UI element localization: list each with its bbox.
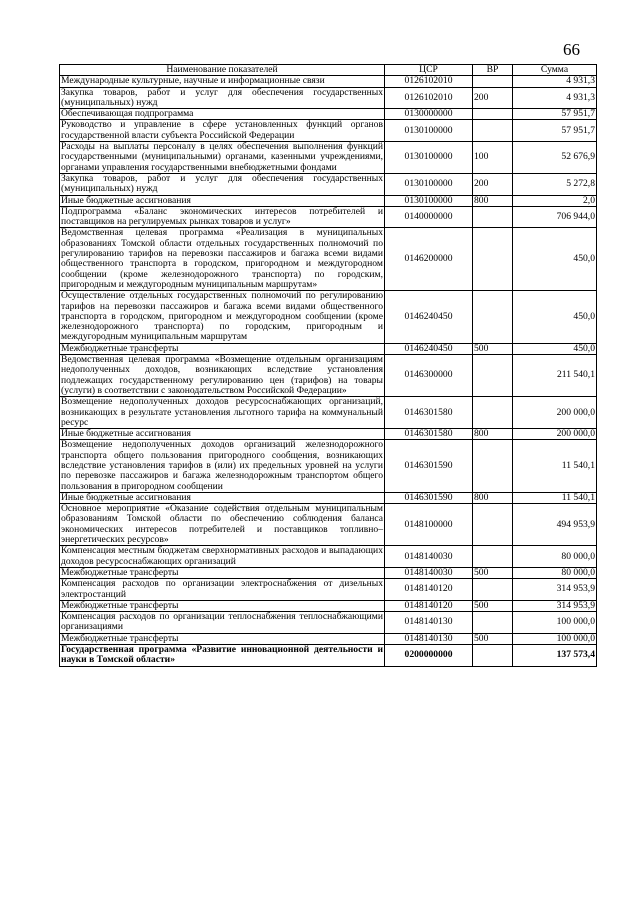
row-sum-cell: 100 000,0 [513,612,597,634]
row-vr-cell [473,120,513,142]
row-sum-cell: 4 931,3 [513,76,597,87]
row-csr-cell: 0148140120 [385,579,473,601]
header-vr: ВР [473,65,513,76]
row-sum-cell: 100 000,0 [513,633,597,644]
row-csr-cell: 0126102010 [385,76,473,87]
row-name-cell: Межбюджетные трансферты [60,343,385,354]
row-vr-cell: 800 [473,195,513,206]
table-row [60,546,597,568]
row-sum-cell: 11 540,1 [513,440,597,492]
row-sum-cell: 494 953,9 [513,504,597,546]
row-name-cell: Возмещение недополученных доходов ресурсоснабжающих организаций, возникающих в результате установления льготного тарифа на коммунальный ресурс [61,396,383,428]
row-vr-cell [473,76,513,87]
row-vr-cell: 500 [473,343,513,354]
header-row [60,65,597,76]
header-sum: Сумма [513,65,597,76]
row-sum-cell: 314 953,9 [513,579,597,601]
row-vr-cell [473,397,513,429]
table-row [60,567,597,578]
row-name-cell: Межбюджетные трансферты [60,600,385,611]
table-row [60,645,597,667]
row-sum-cell: 706 944,0 [513,206,597,228]
row-name-cell: Закупка товаров, работ и услуг для обеспечения государственных (муниципальных) нужд [61,172,383,195]
table-row [60,87,597,109]
row-vr-cell: 200 [473,173,513,195]
row-name-cell: Компенсация расходов по организации теплоснабжения теплоснабжающими организациями [61,611,383,633]
row-csr-cell: 0148140030 [385,567,473,578]
row-csr-cell: 0130100000 [385,120,473,142]
table-row [60,579,597,601]
table-row [60,429,597,440]
row-name-cell: Компенсация местным бюджетам сверхнормативных расходов и выпадающих доходов ресурсоснабжающих организаций [61,545,383,567]
table-row [60,504,597,546]
row-sum-cell: 450,0 [513,228,597,291]
row-sum-cell: 2,0 [513,195,597,206]
row-sum-cell: 5 272,8 [513,173,597,195]
row-csr-cell: 0146300000 [385,355,473,397]
row-vr-cell: 100 [473,142,513,174]
row-csr-cell: 0146301580 [385,429,473,440]
row-sum-cell: 200 000,0 [513,429,597,440]
row-csr-cell: 0146301580 [385,397,473,429]
table-row [60,173,597,195]
row-vr-cell [473,291,513,343]
row-sum-cell: 4 931,3 [513,87,597,109]
budget-table [59,64,597,667]
row-sum-cell: 57 951,7 [513,120,597,142]
row-name-cell: Межбюджетные трансферты [60,567,385,578]
row-vr-cell: 500 [473,633,513,644]
row-vr-cell: 200 [473,87,513,109]
row-csr-cell: 0146301590 [385,492,473,503]
row-name-cell: Межбюджетные трансферты [60,633,385,644]
table-row [60,492,597,503]
row-name-cell: Основное мероприятие «Оказание содействия отдельным муниципальным образованиям Томской области по обеспечению соблюдения баланса экономических интересов потребителей и поставщиков топливно–энергетических ресурсов» [61,503,383,546]
header-name: Наименование показателей [60,65,385,76]
row-vr-cell [473,109,513,120]
row-name-cell: Компенсация расходов по организации электроснабжения от дизельных электростанций [61,578,383,600]
row-vr-cell [473,206,513,228]
table-row [60,397,597,429]
row-name-cell: Обеспечивающая подпрограмма [60,109,385,120]
row-csr-cell: 0146240450 [385,343,473,354]
table-row [60,142,597,174]
row-sum-cell: 80 000,0 [513,546,597,568]
row-csr-cell: 0148140120 [385,600,473,611]
row-vr-cell [473,504,513,546]
row-csr-cell: 0148140030 [385,546,473,568]
row-sum-cell: 314 953,9 [513,600,597,611]
row-csr-cell: 0130100000 [385,173,473,195]
row-csr-cell: 0126102010 [385,87,473,109]
row-name-cell: Иные бюджетные ассигнования [60,195,385,206]
row-name-cell: Руководство и управление в сфере установленных функций органов государственной власти субъекта Российской Федерации [61,119,383,141]
row-vr-cell: 800 [473,492,513,503]
row-name-cell: Иные бюджетные ассигнования [60,492,385,503]
row-vr-cell [473,440,513,492]
page-number: 66 [563,40,580,59]
row-sum-cell: 11 540,1 [513,492,597,503]
row-vr-cell [473,612,513,634]
row-name-cell: Международные культурные, научные и информационные связи [60,76,385,87]
row-csr-cell: 0148140130 [385,633,473,644]
row-vr-cell [473,579,513,601]
row-csr-cell: 0148100000 [385,504,473,546]
row-sum-cell: 450,0 [513,291,597,343]
row-name-cell: Ведомственная целевая программа «Возмещение отдельным организациям недополученных доходов, возникающих вследствие установления подлежащих государственному регулированию цен (тарифов) на товары (услуги) в соответствии с законодательством Российской Федерации» [61,354,383,396]
table-row [60,612,597,634]
row-sum-cell: 200 000,0 [513,397,597,429]
row-csr-cell: 0146301590 [385,440,473,492]
row-sum-cell: 137 573,4 [513,645,597,667]
row-vr-cell: 500 [473,567,513,578]
row-sum-cell: 57 951,7 [513,109,597,120]
table-row [60,76,597,87]
row-vr-cell: 800 [473,429,513,440]
row-csr-cell: 0140000000 [385,206,473,228]
table-row [60,109,597,120]
row-name-cell: Государственная программа «Развитие инновационной деятельности и науки в Томской области» [61,644,383,666]
row-vr-cell [473,228,513,291]
row-name-cell: Расходы на выплаты персоналу в целях обеспечения выполнения функций государственными (муниципальными) органами, казенными учреждениями, органами управления государственными внебюджетными фондами [61,141,383,173]
table-row [60,355,597,397]
table-row [60,228,597,291]
row-name-cell: Осуществление отдельных государственных полномочий по регулированию тарифов на перевозки пассажиров и багажа всеми видами общественного транспорта в городском, пригородном и междугородном сообщении (кроме железнодорожного транспорта) по городским, пригородным и междугородным муниципальным маршрутам [61,290,383,343]
table-row [60,206,597,228]
table-row [60,440,597,492]
table-row [60,343,597,354]
row-name-cell: Иные бюджетные ассигнования [60,429,385,440]
row-csr-cell: 0130100000 [385,195,473,206]
row-sum-cell: 80 000,0 [513,567,597,578]
row-vr-cell: 500 [473,600,513,611]
table-header [60,65,597,76]
row-csr-cell: 0130100000 [385,142,473,174]
row-name-cell: Возмещение недополученных доходов организаций железнодорожного транспорта общего пользования пригородного сообщения, возникающих вследствие установления тарифов в (или) их предельных уровней на услуги по перевозке пассажиров и багажа железнодорожным транспортом общего пользования в пригородном сообщении [61,439,383,492]
row-csr-cell: 0146240450 [385,291,473,343]
row-vr-cell [473,645,513,667]
row-csr-cell: 0200000000 [385,645,473,667]
header-csr: ЦСР [385,65,473,76]
table-row [60,600,597,611]
row-csr-cell: 0130000000 [385,109,473,120]
row-vr-cell [473,546,513,568]
row-name-cell: Ведомственная целевая программа «Реализация в муниципальных образованиях Томской области отдельных государственных полномочий по регулированию тарифов на перевозки пассажиров и багажа всеми видами общественного транспорта в городском, пригородном и междугородном сообщении (кроме железнодорожного транспорта) по городским, пригородным и междугородным муниципальным маршрутам» [61,227,383,290]
table-row [60,195,597,206]
table-row [60,291,597,343]
row-sum-cell: 211 540,1 [513,355,597,397]
table-row [60,120,597,142]
row-sum-cell: 450,0 [513,343,597,354]
row-name-cell: Закупка товаров, работ и услуг для обеспечения государственных (муниципальных) нужд [61,86,383,108]
row-csr-cell: 0146200000 [385,228,473,291]
row-sum-cell: 52 676,9 [513,142,597,174]
row-vr-cell [473,355,513,397]
table-row [60,633,597,644]
row-name-cell: Подпрограмма «Баланс экономических интересов потребителей и поставщиков на регулируемых рынках товаров и услуг» [61,205,383,228]
table-body [60,76,597,666]
row-csr-cell: 0148140130 [385,612,473,634]
